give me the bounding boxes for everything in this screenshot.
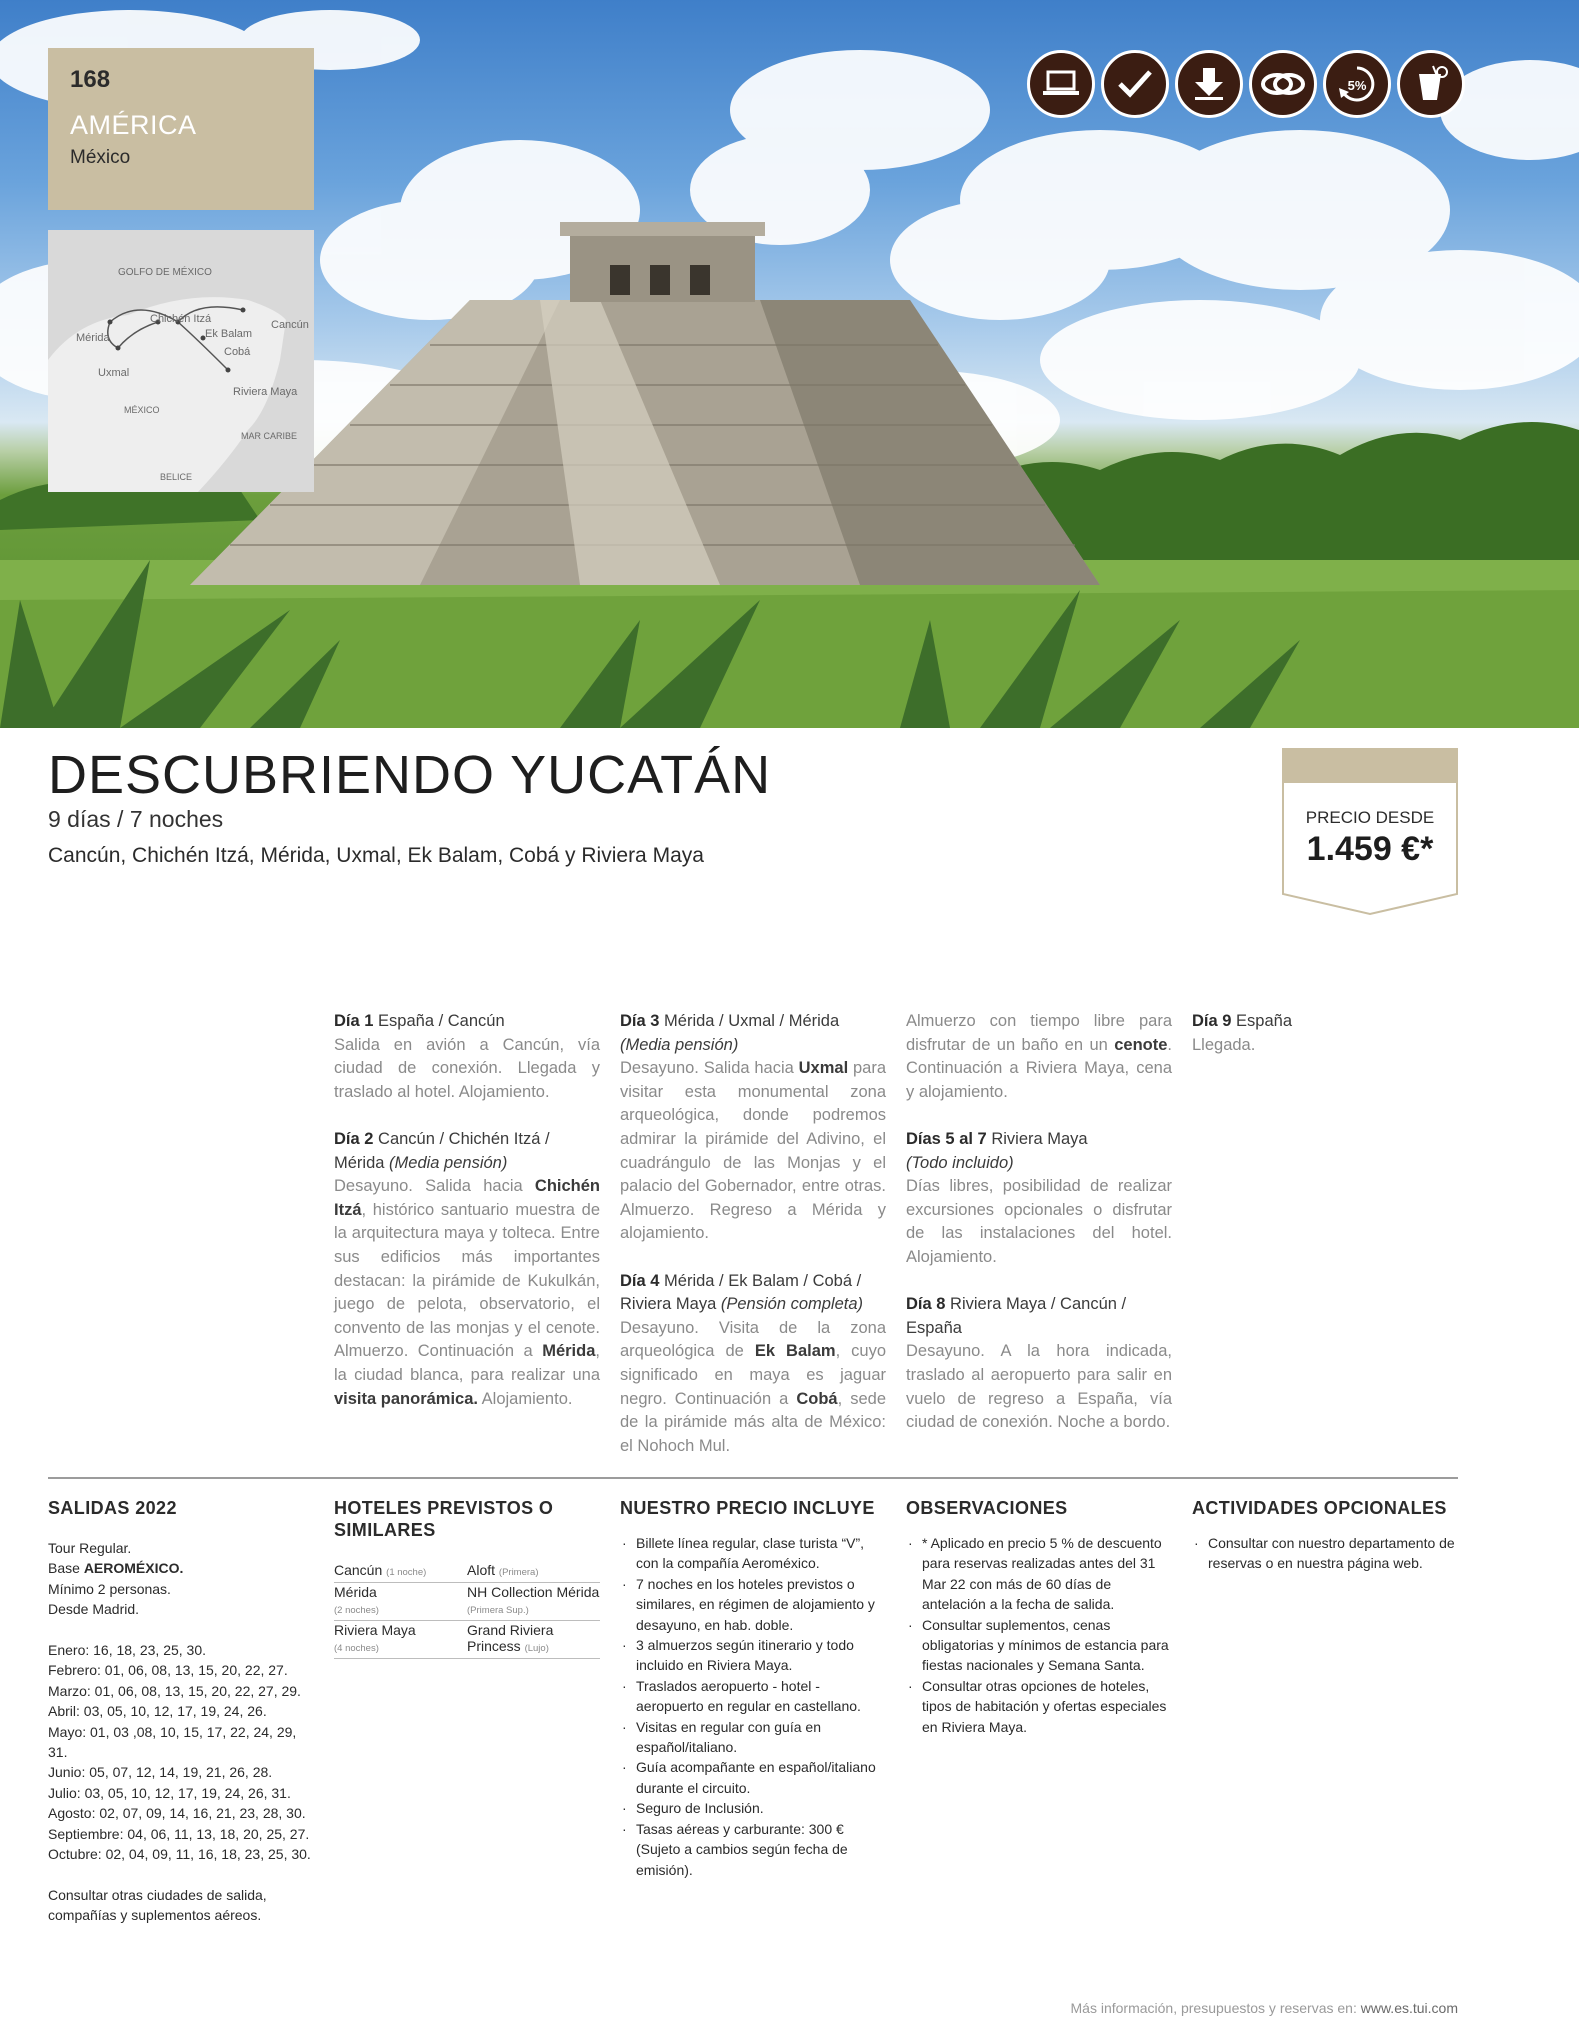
check-icon	[1101, 50, 1169, 118]
day-note: (Media pensión)	[389, 1153, 508, 1172]
day-title: España	[1236, 1012, 1292, 1030]
map-label-belice: BELICE	[160, 472, 193, 482]
list-item: · Seguro de Inclusión.	[620, 1798, 886, 1818]
origin-line: Desde Madrid.	[48, 1601, 140, 1618]
day-label: Día 2	[334, 1129, 374, 1148]
day-title: Riviera Maya	[991, 1129, 1088, 1148]
page-number: 168	[70, 66, 111, 93]
website-link[interactable]: www.es.tui.com	[1360, 2000, 1458, 2016]
salidas-block	[48, 1538, 318, 1926]
list-item: · Consultar otras opciones de hoteles, tipos de habitación y ofertas especiales en Riviera Maya.	[906, 1676, 1172, 1737]
hotel-row: Cancún (1 noche) Aloft (Primera)	[334, 1561, 600, 1583]
day-text: Almuerzo con tiempo libre para disfrutar de un baño en un cenote. Continuación a Riviera Maya, cena y alojamiento.	[906, 1012, 1172, 1101]
hotel-row: Mérida (2 noches) NH Collection Mérida (Primera Sup.)	[334, 1583, 600, 1621]
hotel-row: Riviera Maya (4 noches) Grand Riviera Princess (Lujo)	[334, 1621, 600, 1659]
page-tag	[48, 48, 314, 210]
observaciones-heading: OBSERVACIONES	[906, 1498, 1068, 1518]
list-item: · Traslados aeropuerto - hotel - aeropuerto en regular en castellano.	[620, 1676, 886, 1717]
tour-type: Tour Regular.	[48, 1540, 132, 1556]
salidas-heading: SALIDAS 2022	[48, 1498, 177, 1518]
day-text: Días libres, posibilidad de realizar excursiones opcionales o disfrutar de las instalaciones del hotel. Alojamiento.	[906, 1177, 1172, 1266]
map-label-mexico: MÉXICO	[124, 405, 160, 415]
itinerary-column-2	[620, 1010, 886, 1458]
month-line: Septiembre: 04, 06, 11, 13, 18, 20, 25, 27.	[48, 1825, 310, 1842]
day-label: Día 1	[334, 1012, 374, 1030]
map-label-ekbalam: Ek Balam	[205, 328, 253, 340]
list-item: · Consultar con nuestro departamento de reservas o en nuestra página web.	[1192, 1533, 1458, 1574]
day-label: Día 3	[620, 1012, 660, 1030]
map-label-uxmal: Uxmal	[98, 367, 130, 379]
month-line: Marzo: 01, 06, 08, 13, 15, 20, 22, 27, 29.	[48, 1682, 301, 1699]
percent-discount-icon	[1323, 50, 1391, 118]
day-text: Desayuno. A la hora indicada, traslado al aeropuerto para salir en vuelo de regreso a España, vía ciudad de conexión. Noche a bordo.	[906, 1342, 1172, 1432]
month-line: Abril: 03, 05, 10, 12, 17, 19, 24, 26.	[48, 1703, 267, 1720]
day-title: España / Cancún	[378, 1012, 505, 1030]
trip-places: Cancún, Chichén Itzá, Mérida, Uxmal, Ek Balam, Cobá y Riviera Maya	[48, 844, 704, 867]
day-label: Día 4	[620, 1271, 660, 1290]
discount-text: 5%	[1347, 78, 1367, 93]
day-label: Día 8	[906, 1295, 946, 1314]
actividades-list	[1192, 1533, 1458, 1574]
rings-icon	[1249, 50, 1317, 118]
list-item: · Consultar suplementos, cenas obligatorias y mínimos de estancia para fiestas nacionales y Semana Santa.	[906, 1615, 1172, 1676]
month-line: Enero: 16, 18, 23, 25, 30.	[48, 1642, 207, 1659]
month-line: Mayo: 01, 03 ,08, 10, 15, 17, 22, 24, 29, 31.	[48, 1723, 297, 1761]
observaciones-list	[906, 1533, 1172, 1737]
month-line: Julio: 03, 05, 10, 12, 17, 19, 24, 26, 31.	[48, 1784, 291, 1801]
day-text: Llegada.	[1192, 1035, 1256, 1054]
footer-note: Más información, presupuestos y reservas en: www.es.tui.com	[1070, 2000, 1458, 2016]
country-label: México	[70, 147, 131, 168]
actividades-heading: ACTIVIDADES OPCIONALES	[1192, 1498, 1447, 1518]
day-note: (Media pensión)	[620, 1035, 739, 1054]
list-item: · Visitas en regular con guía en español/italiano.	[620, 1717, 886, 1758]
section-divider	[48, 1477, 1458, 1479]
map-label-caribe: MAR CARIBE	[241, 431, 298, 441]
list-item: · Billete línea regular, clase turista “V”, con la compañía Aeroméxico.	[620, 1533, 886, 1574]
list-item: · 3 almuerzos según itinerario y todo incluido en Riviera Maya.	[620, 1635, 886, 1676]
map-label-riviera: Riviera Maya	[233, 386, 298, 398]
day-title: Riviera Maya / Cancún / España	[906, 1295, 1127, 1337]
list-item: · * Aplicado en precio 5 % de descuento para reservas realizadas antes del 31 Mar 22 con más de 60 días de antelación a la fecha de salida.	[906, 1533, 1172, 1615]
map-label-coba: Cobá	[224, 346, 251, 358]
day-text: Desayuno. Visita de la zona arqueológica de Ek Balam, cuyo significado en maya es jaguar negro. Continuación a Cobá, sede de la pirámide más alta de México: el Nohoch Mul.	[620, 1318, 886, 1455]
day-text: Desayuno. Salida hacia Chichén Itzá, histórico santuario muestra de la arquitectura maya y tolteca. Entre sus edificios más importantes destacan: la pirámide de Kukulkán, juego de pelota, observatorio, el convento de las monjas y el cenote. Almuerzo. Continuación a Mérida, la ciudad blanca, para realizar una visita panorámica. Alojamiento.	[334, 1177, 600, 1408]
day-label: Día 9	[1192, 1012, 1232, 1030]
itinerary-column-1	[334, 1010, 600, 1411]
month-line: Febrero: 01, 06, 08, 13, 15, 20, 22, 27.	[48, 1662, 288, 1679]
day-label: Días 5 al 7	[906, 1129, 987, 1148]
month-line: Junio: 05, 07, 12, 14, 19, 21, 26, 28.	[48, 1764, 273, 1781]
price-label: PRECIO DESDE	[1305, 808, 1435, 827]
map-label-merida: Mérida	[76, 332, 110, 344]
day-text: Salida en avión a Cancún, vía ciudad de conexión. Llegada y traslado al hotel. Alojamiento.	[334, 1035, 600, 1101]
map-label-gulf: GOLFO DE MÉXICO	[118, 267, 212, 278]
itinerary-column-4	[1192, 1010, 1458, 1057]
month-line: Agosto: 02, 07, 09, 14, 16, 21, 23, 28, 30.	[48, 1805, 306, 1822]
hoteles-heading: HOTELES PREVISTOS O SIMILARES	[334, 1498, 554, 1540]
list-item: · Guía acompañante en español/italiano durante el circuito.	[620, 1757, 886, 1798]
list-item: · Tasas aéreas y carburante: 300 € (Sujeto a cambios según fecha de emisión).	[620, 1819, 886, 1880]
service-icons	[1027, 50, 1465, 118]
itinerary-column-3	[906, 1010, 1172, 1435]
day-note: (Todo incluido)	[906, 1153, 1014, 1172]
laptop-icon	[1027, 50, 1095, 118]
route-map	[48, 230, 314, 492]
minimum-line: Mínimo 2 personas.	[48, 1580, 171, 1597]
download-icon	[1175, 50, 1243, 118]
map-label-cancun: Cancún	[271, 319, 309, 331]
list-item: · 7 noches en los hoteles previstos o similares, en régimen de alojamiento y desayuno, en hab. doble.	[620, 1574, 886, 1635]
salidas-note: Consultar otras ciudades de salida, compañías y suplementos aéreos.	[48, 1886, 267, 1924]
cocktail-icon	[1397, 50, 1465, 118]
trip-title: DESCUBRIENDO YUCATÁN	[48, 745, 772, 805]
incluye-heading: NUESTRO PRECIO INCLUYE	[620, 1498, 875, 1518]
trip-duration: 9 días / 7 noches	[48, 806, 224, 832]
region-label: AMÉRICA	[70, 110, 197, 140]
day-title: Cancún / Chichén Itzá / Mérida	[334, 1129, 550, 1172]
yucatan-map	[48, 230, 314, 492]
incluye-list	[620, 1533, 886, 1880]
day-title: Mérida / Uxmal / Mérida	[664, 1012, 840, 1030]
price-value: 1.459 €*	[1306, 830, 1434, 868]
month-line: Octubre: 02, 04, 09, 11, 16, 18, 23, 25, 30.	[48, 1846, 311, 1863]
day-note: (Pensión completa)	[720, 1295, 864, 1314]
hotels-table	[334, 1561, 600, 1659]
day-title: Mérida / Ek Balam / Cobá / Riviera Maya	[620, 1271, 862, 1314]
map-label-chichen: Chichén Itzá	[150, 313, 212, 325]
day-text: Desayuno. Salida hacia Uxmal para visitar esta monumental zona arqueológica, donde podremos admirar la pirámide del Adivino, el cuadrángulo de las Monjas y el palacio del Gobernador, entre otras. Almuerzo. Regreso a Mérida y alojamiento.	[620, 1059, 887, 1243]
base-line: Base AEROMÉXICO.	[48, 1560, 184, 1577]
